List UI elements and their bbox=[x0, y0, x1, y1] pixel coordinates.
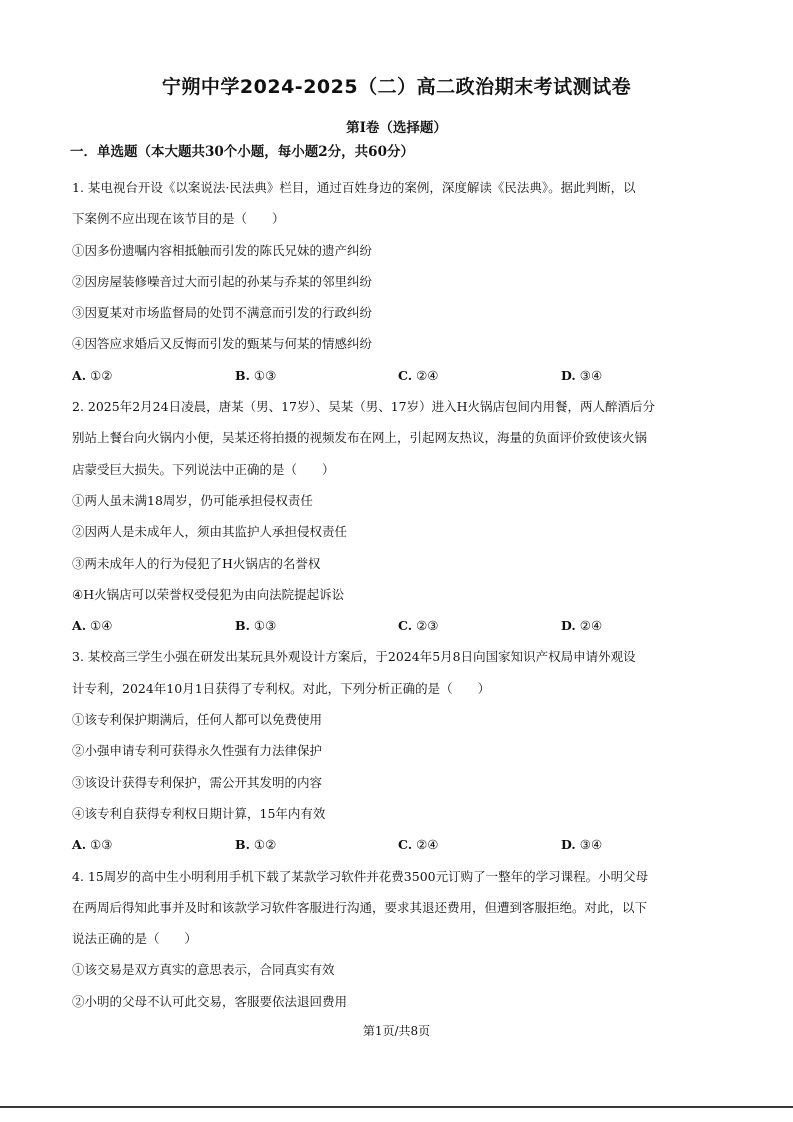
question-3 bbox=[72, 641, 728, 860]
statement-item: ①因多份遗嘱内容相抵触而引发的陈氏兄妹的遗产纠纷 bbox=[72, 242, 373, 258]
question-stem-line: 店蒙受巨大损失。下列说法中正确的是（ ） bbox=[72, 461, 335, 477]
question-stem-line: 4. 15周岁的高中生小明利用手机下载了某款学习软件并花费3500元订购了一整年的学习课程。小明父母 bbox=[72, 868, 649, 884]
statement-item: ④H火锅店可以荣誉权受侵犯为由向法院提起诉讼 bbox=[72, 586, 345, 602]
statement-item: ①该专利保护期满后，任何人都可以免费使用 bbox=[72, 712, 323, 728]
option-letter: C. bbox=[398, 837, 413, 853]
question-1 bbox=[72, 172, 728, 391]
answer-option bbox=[561, 360, 724, 391]
option-letter: D. bbox=[561, 618, 576, 634]
option-text: ①② bbox=[253, 837, 277, 853]
option-text: ③④ bbox=[579, 837, 603, 853]
questions-list bbox=[72, 172, 728, 1017]
section-title: 一．单选题（本大题共30个小题，每小题2分，共60分） bbox=[70, 144, 414, 160]
page-title: 宁朔中学2024-2025（二）高二政治期末考试测试卷 bbox=[161, 76, 632, 98]
answer-option bbox=[235, 360, 398, 391]
statement-item: ②小强申请专利可获得永久性强有力法律保护 bbox=[72, 743, 323, 759]
question-stem-line: 在两周后得知此事并及时和该款学习软件客服进行沟通，要求其退还费用，但遭到客服拒绝。对此，以下 bbox=[72, 899, 648, 915]
question-4 bbox=[72, 861, 728, 1017]
volume-title: 第Ⅰ卷（选择题） bbox=[346, 120, 447, 136]
question-stem-line: 2. 2025年2月24日凌晨，唐某（男、17岁）、吴某（男、17岁）进入H火锅店包间内用餐，两人醉酒后分 bbox=[72, 399, 656, 415]
answer-option bbox=[398, 610, 561, 641]
answer-option bbox=[72, 610, 235, 641]
option-text: ①② bbox=[90, 367, 113, 383]
answer-options bbox=[72, 360, 728, 391]
statement-item: ④该专利自获得专利权日期计算，15年内有效 bbox=[72, 805, 326, 821]
option-text: ③④ bbox=[579, 367, 603, 383]
answer-option bbox=[398, 360, 561, 391]
option-letter: B. bbox=[235, 618, 250, 634]
option-text: ②④ bbox=[416, 367, 439, 383]
question-2 bbox=[72, 391, 728, 641]
answer-option bbox=[235, 610, 398, 641]
option-text: ①③ bbox=[253, 618, 277, 634]
option-letter: B. bbox=[235, 367, 250, 383]
answer-option bbox=[72, 829, 235, 860]
option-letter: A. bbox=[72, 837, 87, 853]
option-text: ①③ bbox=[90, 837, 113, 853]
question-stem-line: 别站上餐台向火锅内小便，吴某还将拍摄的视频发布在网上，引起网友热议，海量的负面评价致使该火锅 bbox=[72, 430, 648, 446]
question-stem-line: 计专利，2024年10月1日获得了专利权。对此，下列分析正确的是（ ） bbox=[72, 680, 491, 696]
question-stem-line: 3. 某校高三学生小强在研发出某玩具外观设计方案后，于2024年5月8日向国家知识产权局申请外观设 bbox=[72, 649, 636, 665]
option-letter: B. bbox=[235, 837, 250, 853]
option-letter: C. bbox=[398, 367, 413, 383]
option-letter: D. bbox=[561, 837, 576, 853]
statement-item: ①该交易是双方真实的意思表示，合同真实有效 bbox=[72, 962, 335, 978]
answer-option bbox=[561, 610, 724, 641]
statement-item: ③两未成年人的行为侵犯了H火锅店的名誉权 bbox=[72, 555, 321, 571]
option-text: ①④ bbox=[90, 618, 113, 634]
statement-item: ③因夏某对市场监督局的处罚不满意而引发的行政纠纷 bbox=[72, 305, 373, 321]
answer-option bbox=[72, 360, 235, 391]
option-letter: D. bbox=[561, 367, 576, 383]
answer-options bbox=[72, 610, 728, 641]
answer-options bbox=[72, 829, 728, 860]
question-stem-line: 说法正确的是（ ） bbox=[72, 931, 198, 947]
answer-option bbox=[398, 829, 561, 860]
question-stem-line: 下案例不应出现在该节目的是（ ） bbox=[72, 211, 285, 227]
statement-item: ④因答应求婚后又反悔而引发的甄某与何某的情感纠纷 bbox=[72, 336, 373, 352]
question-stem-line: 1. 某电视台开设《以案说法·民法典》栏目，通过百姓身边的案例，深度解读《民法典》。据此判断，以 bbox=[72, 180, 636, 195]
option-letter: C. bbox=[398, 618, 413, 634]
option-text: ②④ bbox=[579, 618, 603, 634]
page-number: 第1页/共8页 bbox=[362, 1024, 431, 1038]
statement-item: ②小明的父母不认可此交易，客服要依法退回费用 bbox=[72, 993, 348, 1009]
statement-item: ②因房屋装修噪音过大而引起的孙某与乔某的邻里纠纷 bbox=[72, 273, 373, 289]
option-text: ①③ bbox=[253, 367, 277, 383]
option-text: ②③ bbox=[416, 618, 439, 634]
option-letter: A. bbox=[72, 618, 87, 634]
statement-item: ③该设计获得专利保护，需公开其发明的内容 bbox=[72, 774, 323, 790]
statement-item: ②因两人是未成年人，须由其监护人承担侵权责任 bbox=[72, 524, 348, 540]
option-text: ②④ bbox=[416, 837, 439, 853]
bottom-divider bbox=[0, 1106, 793, 1108]
answer-option bbox=[561, 829, 724, 860]
answer-option bbox=[235, 829, 398, 860]
option-letter: A. bbox=[72, 367, 87, 383]
statement-item: ①两人虽未满18周岁，仍可能承担侵权责任 bbox=[72, 492, 313, 508]
